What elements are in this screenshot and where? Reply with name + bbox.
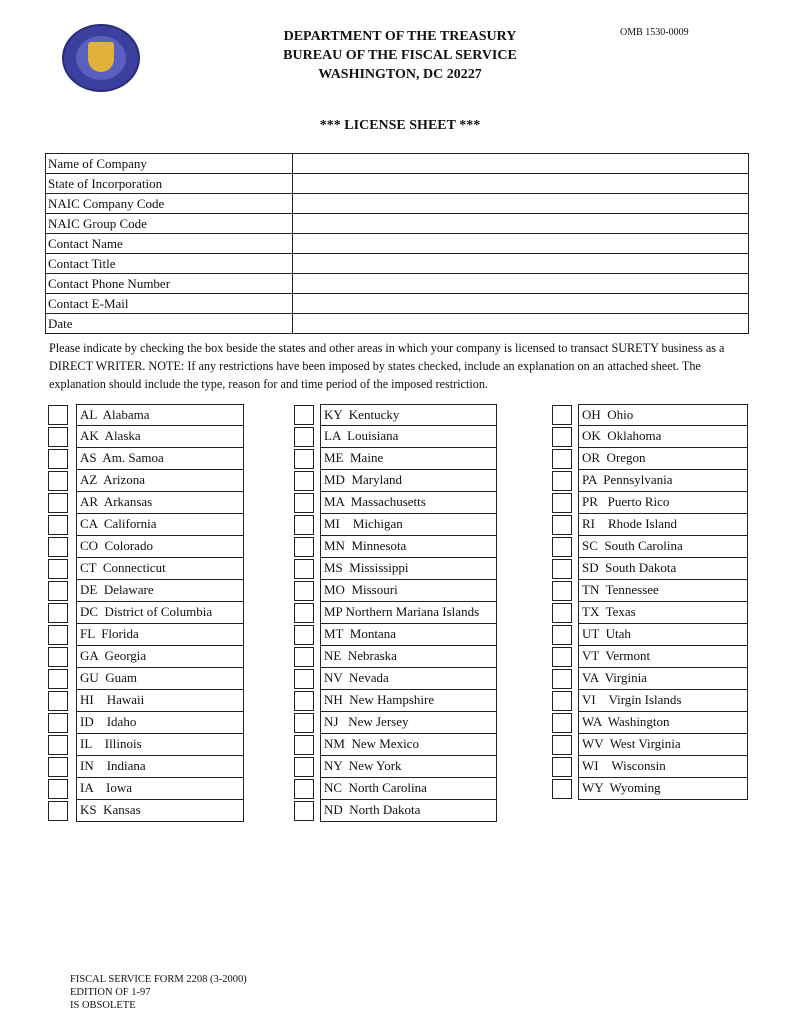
state-label: MT Montana [320, 624, 497, 646]
footer-obsolete: IS OBSOLETE [70, 1000, 136, 1011]
state-checkbox[interactable] [294, 559, 314, 579]
state-checkbox[interactable] [48, 603, 68, 623]
state-label: LA Louisiana [320, 426, 497, 448]
state-checkbox[interactable] [48, 691, 68, 711]
state-label: IL Illinois [76, 734, 244, 756]
state-checkbox[interactable] [48, 427, 68, 447]
header-line-1: DEPARTMENT OF THE TREASURY [283, 29, 517, 44]
info-value-field[interactable] [293, 194, 749, 214]
info-row [46, 254, 749, 274]
state-label: WV West Virginia [578, 734, 748, 756]
state-label: CA California [76, 514, 244, 536]
info-row [46, 214, 749, 234]
state-checkbox[interactable] [294, 449, 314, 469]
state-label: NC North Carolina [320, 778, 497, 800]
info-value-field[interactable] [293, 174, 749, 194]
info-row [46, 174, 749, 194]
state-checkbox[interactable] [552, 405, 572, 425]
header-line-2: BUREAU OF THE FISCAL SERVICE [283, 48, 517, 63]
state-checkbox[interactable] [48, 493, 68, 513]
state-checkbox[interactable] [48, 537, 68, 557]
state-label: AZ Arizona [76, 470, 244, 492]
state-checkbox[interactable] [294, 537, 314, 557]
info-value-field[interactable] [293, 294, 749, 314]
state-checkbox[interactable] [552, 537, 572, 557]
state-label: FL Florida [76, 624, 244, 646]
info-label: Contact E-Mail [46, 294, 293, 314]
state-label: MN Minnesota [320, 536, 497, 558]
state-checkbox[interactable] [48, 757, 68, 777]
state-label: GU Guam [76, 668, 244, 690]
state-checkbox[interactable] [294, 405, 314, 425]
info-row [46, 234, 749, 254]
state-checkbox[interactable] [552, 625, 572, 645]
info-value-field[interactable] [293, 314, 749, 334]
state-checkbox[interactable] [294, 471, 314, 491]
state-label: CT Connecticut [76, 558, 244, 580]
state-checkbox[interactable] [294, 779, 314, 799]
state-label: IN Indiana [76, 756, 244, 778]
state-label: OR Oregon [578, 448, 748, 470]
info-row [46, 274, 749, 294]
state-label: KY Kentucky [320, 404, 497, 426]
state-label: PA Pennsylvania [578, 470, 748, 492]
info-row [46, 294, 749, 314]
state-label: MS Mississippi [320, 558, 497, 580]
state-checkbox[interactable] [294, 691, 314, 711]
state-label: NM New Mexico [320, 734, 497, 756]
info-value-field[interactable] [293, 154, 749, 174]
info-row [46, 314, 749, 334]
state-label: VA Virginia [578, 668, 748, 690]
state-checkbox[interactable] [294, 581, 314, 601]
state-label: RI Rhode Island [578, 514, 748, 536]
state-checkbox[interactable] [294, 603, 314, 623]
state-label: VI Virgin Islands [578, 690, 748, 712]
state-label: DE Delaware [76, 580, 244, 602]
state-checkbox[interactable] [48, 559, 68, 579]
state-label: CO Colorado [76, 536, 244, 558]
state-label: AK Alaska [76, 426, 244, 448]
footer-edition: EDITION OF 1-97 [70, 987, 151, 998]
state-checkbox[interactable] [48, 405, 68, 425]
state-label: AL Alabama [76, 404, 244, 426]
state-label: NJ New Jersey [320, 712, 497, 734]
state-label: IA Iowa [76, 778, 244, 800]
state-checkbox[interactable] [48, 625, 68, 645]
state-checkbox[interactable] [294, 735, 314, 755]
state-checkbox[interactable] [552, 779, 572, 799]
info-label: Contact Phone Number [46, 274, 293, 294]
state-checkbox[interactable] [552, 713, 572, 733]
state-checkbox[interactable] [48, 735, 68, 755]
info-row [46, 194, 749, 214]
state-label: VT Vermont [578, 646, 748, 668]
state-checkbox[interactable] [552, 427, 572, 447]
state-checkbox[interactable] [294, 757, 314, 777]
info-value-field[interactable] [293, 274, 749, 294]
state-checkbox[interactable] [48, 581, 68, 601]
state-label: ME Maine [320, 448, 497, 470]
state-checkbox[interactable] [48, 669, 68, 689]
state-checkbox[interactable] [552, 735, 572, 755]
footer-form-number: FISCAL SERVICE FORM 2208 (3-2000) [70, 974, 247, 985]
state-checkbox[interactable] [48, 779, 68, 799]
state-checkbox[interactable] [552, 757, 572, 777]
state-checkbox[interactable] [552, 581, 572, 601]
state-label: OK Oklahoma [578, 426, 748, 448]
instructions: Please indicate by checking the box beside the states and other areas in which your company is licensed to transact SURETY business as a DIRECT WRITER. NOTE: If any restrictions have been imposed by states checked, include an explanation on an attached sheet. The explanation should include the type, reason for and time period of the imposed restriction. [49, 341, 725, 391]
state-label: NH New Hampshire [320, 690, 497, 712]
state-checkbox[interactable] [48, 515, 68, 535]
state-label: OH Ohio [578, 404, 748, 426]
state-label: MI Michigan [320, 514, 497, 536]
state-label: WA Washington [578, 712, 748, 734]
state-checkbox[interactable] [294, 427, 314, 447]
state-label: SD South Dakota [578, 558, 748, 580]
page-title: *** LICENSE SHEET *** [319, 118, 481, 133]
state-checkbox[interactable] [552, 647, 572, 667]
info-label: Date [46, 314, 293, 334]
state-label: TX Texas [578, 602, 748, 624]
info-value-field[interactable] [293, 214, 749, 234]
state-checkbox[interactable] [552, 471, 572, 491]
header [200, 27, 600, 84]
state-checkbox[interactable] [552, 603, 572, 623]
state-label: NE Nebraska [320, 646, 497, 668]
state-checkbox[interactable] [552, 559, 572, 579]
state-checkbox[interactable] [294, 647, 314, 667]
state-checkbox[interactable] [552, 449, 572, 469]
info-label: NAIC Company Code [46, 194, 293, 214]
state-label: PR Puerto Rico [578, 492, 748, 514]
state-checkbox[interactable] [552, 669, 572, 689]
state-label: ND North Dakota [320, 800, 497, 822]
state-checkbox[interactable] [294, 669, 314, 689]
info-row [46, 154, 749, 174]
state-label: HI Hawaii [76, 690, 244, 712]
state-checkbox[interactable] [294, 625, 314, 645]
state-checkbox[interactable] [48, 449, 68, 469]
state-label: NY New York [320, 756, 497, 778]
omb-number: OMB 1530-0009 [620, 27, 689, 38]
state-checkbox[interactable] [48, 471, 68, 491]
state-label: MD Maryland [320, 470, 497, 492]
info-label: State of Incorporation [46, 174, 293, 194]
info-label: Contact Title [46, 254, 293, 274]
state-label: AR Arkansas [76, 492, 244, 514]
form-footer [70, 973, 247, 1012]
state-label: ID Idaho [76, 712, 244, 734]
info-value-field[interactable] [293, 254, 749, 274]
state-label: MA Massachusetts [320, 492, 497, 514]
state-checkbox[interactable] [294, 713, 314, 733]
state-checkbox[interactable] [552, 515, 572, 535]
state-checkbox[interactable] [552, 691, 572, 711]
header-line-3: WASHINGTON, DC 20227 [318, 67, 482, 82]
state-label: MP Northern Mariana Islands [320, 602, 497, 624]
state-label: KS Kansas [76, 800, 244, 822]
info-label: Contact Name [46, 234, 293, 254]
state-label: WY Wyoming [578, 778, 748, 800]
state-label: SC South Carolina [578, 536, 748, 558]
state-checkbox[interactable] [552, 493, 572, 513]
state-label: UT Utah [578, 624, 748, 646]
state-checkbox[interactable] [48, 713, 68, 733]
state-checkbox[interactable] [48, 647, 68, 667]
state-label: AS Am. Samoa [76, 448, 244, 470]
info-value-field[interactable] [293, 234, 749, 254]
state-label: MO Missouri [320, 580, 497, 602]
company-info-table [45, 153, 749, 334]
info-label: NAIC Group Code [46, 214, 293, 234]
treasury-seal-logo [62, 24, 140, 92]
state-checkbox[interactable] [48, 801, 68, 821]
state-label: TN Tennessee [578, 580, 748, 602]
state-label: WI Wisconsin [578, 756, 748, 778]
state-checkbox[interactable] [294, 801, 314, 821]
state-label: DC District of Columbia [76, 602, 244, 624]
state-checkbox[interactable] [294, 493, 314, 513]
state-label: NV Nevada [320, 668, 497, 690]
state-checkbox[interactable] [294, 515, 314, 535]
state-label: GA Georgia [76, 646, 244, 668]
info-label: Name of Company [46, 154, 293, 174]
